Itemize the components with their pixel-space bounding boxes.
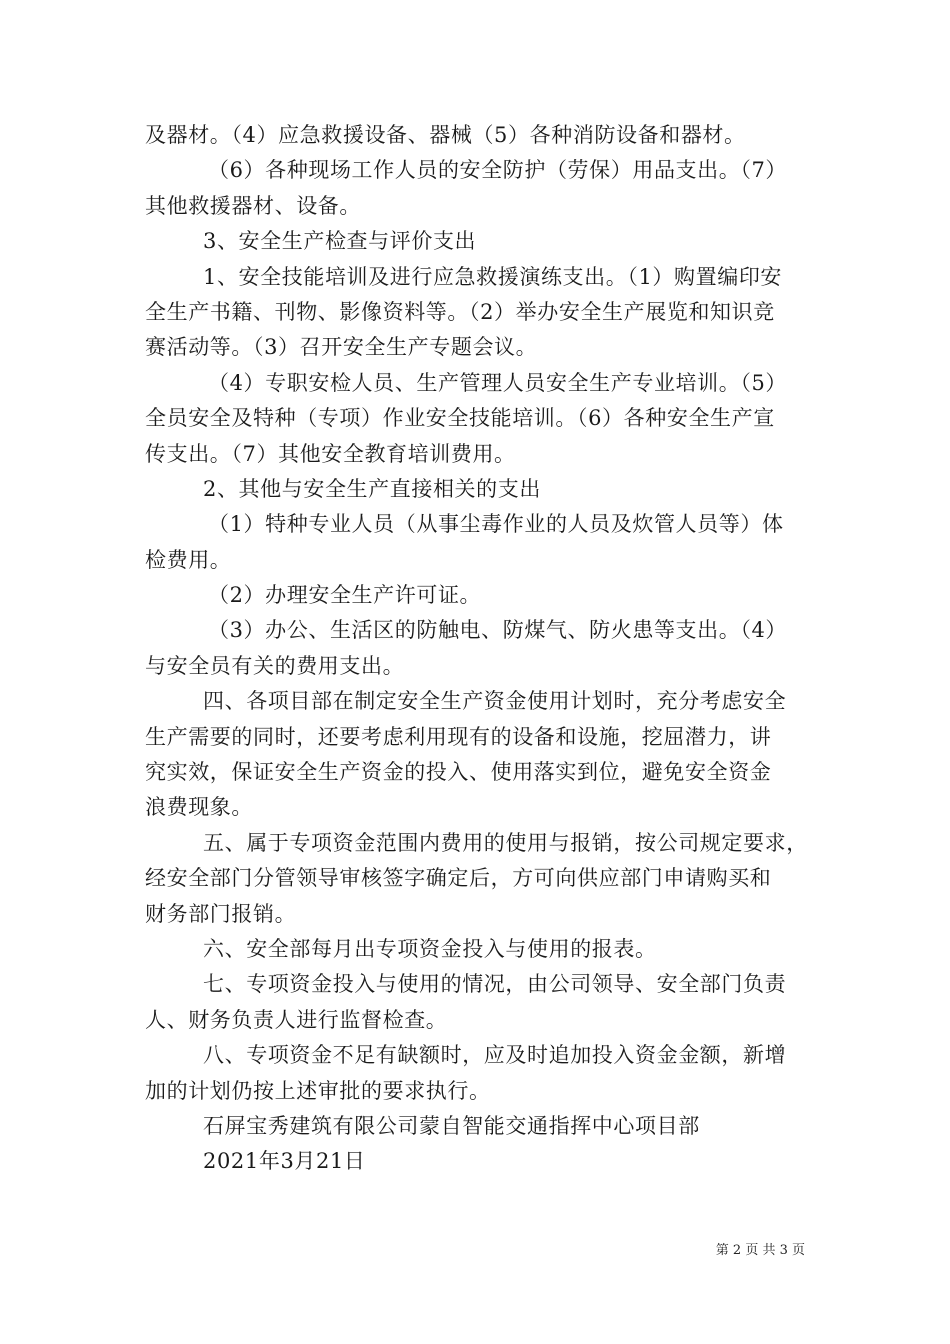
text-line: 2021年3月21日 <box>203 1149 366 1174</box>
text-line: 浪费现象。 <box>145 795 253 820</box>
text-line: 加的计划仍按上述审批的要求执行。 <box>145 1078 491 1103</box>
text-line: 六、安全部每月出专项资金投入与使用的报表。 <box>203 936 657 961</box>
page-number: 第 2 页 共 3 页 <box>715 1243 805 1258</box>
text-line: 人、财务负责人进行监督检查。 <box>145 1007 448 1032</box>
text-line: （4）专职安检人员、生产管理人员安全生产专业培训。（5） <box>208 370 788 395</box>
text-line: （3）办公、生活区的防触电、防煤气、防火患等支出。（4） <box>208 618 788 643</box>
text-line: 生产需要的同时，还要考虑利用现有的设备和设施，挖屈潜力，讲 <box>145 724 772 749</box>
text-line: 赛活动等。（3）召开安全生产专题会议。 <box>145 335 538 360</box>
text-line: （2）办理安全生产许可证。 <box>208 583 482 608</box>
text-line: 经安全部门分管领导审核签字确定后，方可向供应部门申请购买和 <box>145 866 772 891</box>
text-line: （6）各种现场工作人员的安全防护（劳保）用品支出。（7） <box>208 158 788 183</box>
document-body <box>145 118 825 1180</box>
text-line: 七、专项资金投入与使用的情况，由公司领导、安全部门负责 <box>203 972 787 997</box>
text-line: 3、安全生产检查与评价支出 <box>203 229 477 254</box>
text-line: 全生产书籍、刊物、影像资料等。（2）举办安全生产展览和知识竞 <box>145 299 775 324</box>
text-line: 检费用。 <box>145 547 232 572</box>
text-line: 五、属于专项资金范围内费用的使用与报销，按公司规定要求， <box>203 830 808 855</box>
text-line: 与安全员有关的费用支出。 <box>145 653 405 678</box>
text-line: 八、专项资金不足有缺额时，应及时追加投入资金金额，新增 <box>203 1043 787 1068</box>
text-line: 财务部门报销。 <box>145 901 297 926</box>
text-line: 1、安全技能培训及进行应急救援演练支出。（1）购置编印安 <box>203 264 783 289</box>
text-line: 石屏宝秀建筑有限公司蒙自智能交通指挥中心项目部 <box>203 1113 700 1138</box>
text-line: 传支出。（7）其他安全教育培训费用。 <box>145 441 516 466</box>
text-line: 四、各项目部在制定安全生产资金使用计划时，充分考虑安全 <box>203 689 787 714</box>
text-line: 2、其他与安全生产直接相关的支出 <box>203 476 541 501</box>
text-line: 及器材。（4）应急救援设备、器械（5）各种消防设备和器材。 <box>145 123 746 147</box>
text-line: （1）特种专业人员（从事尘毒作业的人员及炊管人员等）体 <box>208 512 784 537</box>
text-line: 全员安全及特种（专项）作业安全技能培训。（6）各种安全生产宣 <box>145 406 775 431</box>
text-line: 其他救援器材、设备。 <box>145 193 361 218</box>
text-line: 究实效，保证安全生产资金的投入、使用落实到位，避免安全资金 <box>145 760 772 785</box>
